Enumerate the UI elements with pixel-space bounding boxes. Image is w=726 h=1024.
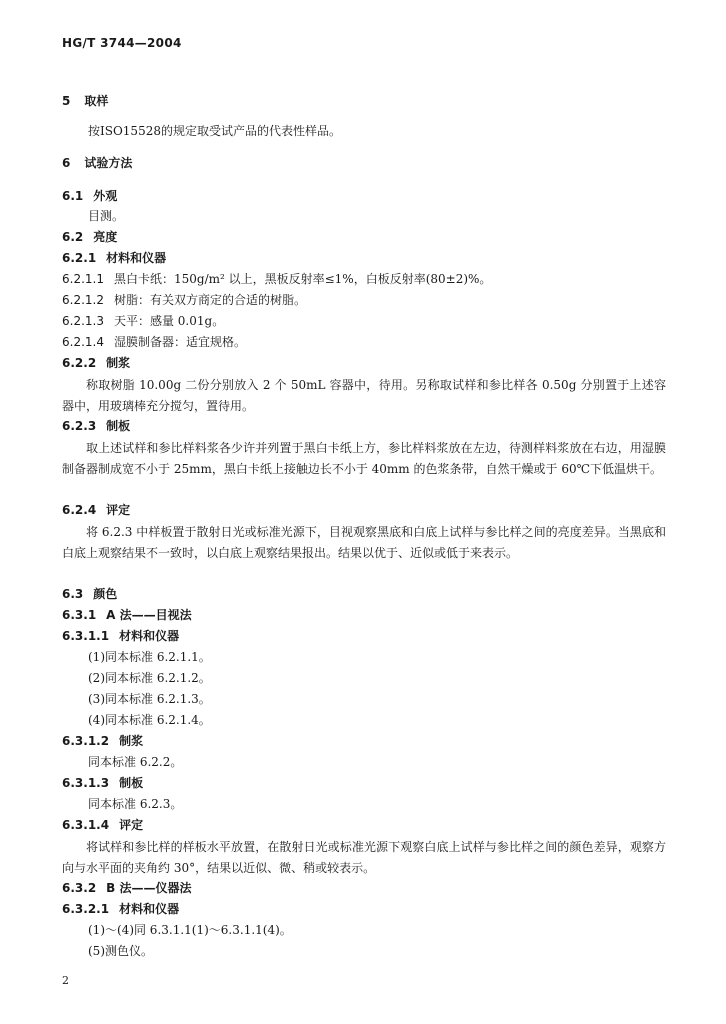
section-heading — [62, 734, 143, 748]
clause-text: 湿膜制备器：适宜规格。 — [113, 335, 246, 349]
clause-number: 6.2.1.2 — [62, 293, 104, 307]
clause-line — [62, 335, 246, 349]
body-paragraph: 将试样和参比样的样板水平放置，在散射日光或标准光源下观察白底上试样与参比样之间的颜色差异，观察方向与水平面的夹角约 30°，结果以近似、微、稍或较表示。 — [62, 840, 666, 875]
section-number: 6.1 — [62, 189, 84, 203]
clause-line — [62, 272, 491, 286]
section-number: 6.2.3 — [62, 419, 97, 433]
section-number: 6 — [62, 156, 71, 170]
section-heading — [62, 587, 117, 601]
body-text-line: 同本标准 6.2.2。 — [88, 755, 183, 769]
section-title: B 法——仪器法 — [106, 881, 192, 895]
body-text-line: 目测。 — [88, 209, 125, 223]
body-text-line: (5)测色仪。 — [88, 944, 153, 958]
section-number: 6.2 — [62, 230, 84, 244]
clause-text: 黑白卡纸：150g/m² 以上，黑板反射率≤1%，白板反射率(80±2)%。 — [113, 272, 492, 286]
body-paragraph: 将 6.2.3 中样板置于散射日光或标准光源下，目视观察黑底和白底上试样与参比样之间的亮度差异。当黑底和白底上观察结果不一致时，以白底上观察结果报出。结果以优于、近似或低于来表示。 — [62, 525, 666, 560]
body-paragraph: 称取树脂 10.00g 二份分别放入 2 个 50mL 容器中，待用。另称取试样和参比样各 0.50g 分别置于上述容器中，用玻璃棒充分搅匀，置待用。 — [62, 378, 666, 413]
section-title: 评定 — [119, 818, 144, 832]
clause-number: 6.2.1.3 — [62, 314, 104, 328]
section-number: 6.3.2.1 — [62, 902, 110, 916]
clause-number: 6.2.1.1 — [62, 272, 104, 286]
body-text-line: (4)同本标准 6.2.1.4。 — [88, 713, 211, 727]
clause-line — [62, 293, 306, 307]
section-number: 6.2.2 — [62, 356, 97, 370]
section-title: 亮度 — [93, 230, 118, 244]
clause-text: 树脂：有关双方商定的合适的树脂。 — [113, 293, 306, 307]
section-heading — [62, 156, 132, 170]
section-title: 评定 — [106, 503, 131, 517]
page-header-standard-number: HG/T 3744—2004 — [62, 36, 182, 50]
body-paragraph: 取上述试样和参比样料浆各少许并列置于黑白卡纸上方，参比样料浆放在左边，待测样料浆放在右边，用湿膜制备器制成宽不小于 25mm，黑白卡纸上接触边长不小于 40mm 的色浆条带，自然干燥或于 60℃下低温烘干。 — [62, 441, 666, 476]
section-title: 制浆 — [119, 734, 144, 748]
section-title: 材料和仪器 — [106, 251, 167, 265]
section-heading — [62, 902, 179, 916]
body-text-line: (3)同本标准 6.2.1.3。 — [88, 692, 211, 706]
section-number: 6.3.1.2 — [62, 734, 110, 748]
section-title: 材料和仪器 — [119, 629, 180, 643]
clause-text: 天平：感量 0.01g。 — [113, 314, 225, 328]
section-number: 6.3.1.4 — [62, 818, 110, 832]
body-text-line: (2)同本标准 6.2.1.2。 — [88, 671, 211, 685]
section-title: 制板 — [119, 776, 144, 790]
clause-line — [62, 314, 224, 328]
section-number: 6.3.2 — [62, 881, 97, 895]
page-number: 2 — [62, 974, 69, 987]
section-title: 外观 — [93, 189, 118, 203]
section-number: 5 — [62, 94, 71, 108]
section-heading — [62, 251, 166, 265]
section-number: 6.2.4 — [62, 503, 97, 517]
section-heading — [62, 419, 130, 433]
section-number: 6.2.1 — [62, 251, 97, 265]
section-number: 6.3.1 — [62, 608, 97, 622]
section-heading — [62, 503, 130, 517]
section-heading — [62, 818, 143, 832]
section-title: 颜色 — [93, 587, 118, 601]
section-title: 试验方法 — [84, 156, 133, 170]
section-title: A 法——目视法 — [106, 608, 192, 622]
section-heading — [62, 94, 108, 108]
body-text-line: (1)～(4)同 6.3.1.1(1)～6.3.1.1(4)。 — [88, 923, 292, 937]
section-title: 材料和仪器 — [119, 902, 180, 916]
section-heading — [62, 230, 117, 244]
section-heading — [62, 189, 117, 203]
section-heading — [62, 356, 130, 370]
section-heading — [62, 776, 143, 790]
section-heading — [62, 608, 192, 622]
section-title: 取样 — [84, 94, 109, 108]
section-heading — [62, 881, 192, 895]
body-text-line: 同本标准 6.2.3。 — [88, 797, 183, 811]
body-text-line: 按ISO15528的规定取受试产品的代表性样品。 — [88, 124, 341, 138]
body-text-line: (1)同本标准 6.2.1.1。 — [88, 650, 211, 664]
section-number: 6.3.1.3 — [62, 776, 110, 790]
section-heading — [62, 629, 179, 643]
section-title: 制板 — [106, 419, 131, 433]
section-number: 6.3.1.1 — [62, 629, 110, 643]
section-title: 制浆 — [106, 356, 131, 370]
clause-number: 6.2.1.4 — [62, 335, 104, 349]
section-number: 6.3 — [62, 587, 84, 601]
